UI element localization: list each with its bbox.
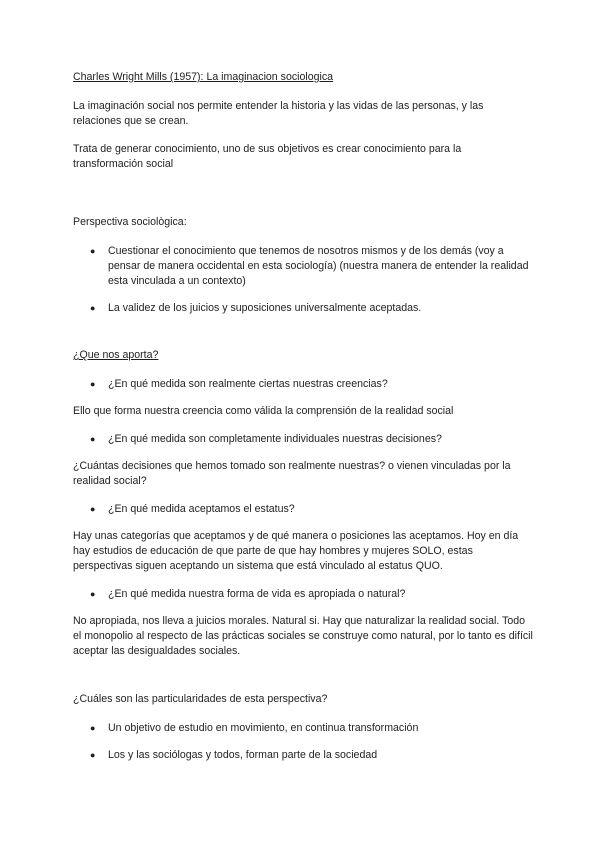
list-item-text: ¿En qué medida aceptamos el estatus? <box>108 503 295 515</box>
particularidades-heading: ¿Cuáles son las particularidades de esta perspectiva? <box>73 693 328 705</box>
aporta-list-1 <box>73 377 533 392</box>
list-item-text: ¿En qué medida son realmente ciertas nuestras creencias? <box>108 378 388 390</box>
aporta-answer-4: No apropiada, nos lleva a juicios morales. Natural si. Hay que naturalizar la realidad social. Todo el monopolio al respecto de las prácticas sociales se construye como natural, por lo tanto es difícil aceptar las desigualdades sociales. <box>73 615 533 657</box>
intro-paragraph-2: Trata de generar conocimiento, uno de sus objetivos es crear conocimiento para la transformación social <box>73 143 462 170</box>
list-item <box>73 502 533 517</box>
list-item-text: ¿En qué medida nuestra forma de vida es apropiada o natural? <box>108 588 406 600</box>
list-item <box>73 432 533 447</box>
perspectiva-heading: Perspectiva sociològica: <box>73 216 187 228</box>
list-item-text: La validez de los juicios y suposiciones universalmente aceptadas. <box>108 302 422 314</box>
aporta-answer-2: ¿Cuántas decisiones que hemos tomado son realmente nuestras? o vienen vinculadas por la realidad social? <box>73 460 511 487</box>
document-content <box>73 70 533 775</box>
bullet-icon: ● <box>90 246 96 256</box>
list-item <box>73 748 533 763</box>
aporta-list-2 <box>73 432 533 447</box>
document-title: Charles Wright Mills (1957): La imaginacion sociologica <box>73 71 334 83</box>
list-item <box>73 301 533 316</box>
list-item-text: ¿En qué medida son completamente individuales nuestras decisiones? <box>108 433 442 445</box>
bullet-icon: ● <box>90 723 96 733</box>
list-item <box>73 721 533 736</box>
list-item <box>73 587 533 602</box>
spacer <box>73 185 533 215</box>
perspectiva-list <box>73 244 533 316</box>
aporta-list-3 <box>73 502 533 517</box>
bullet-icon: ● <box>90 303 96 313</box>
bullet-icon: ● <box>90 504 96 514</box>
aporta-list-4 <box>73 587 533 602</box>
intro-paragraph-1: La imaginación social nos permite entender la historia y las vidas de las personas, y las relaciones que se crean. <box>73 100 484 127</box>
list-item <box>73 244 533 289</box>
list-item-text: Los y las sociólogas y todos, forman parte de la sociedad <box>108 749 378 761</box>
spacer <box>73 328 533 348</box>
bullet-icon: ● <box>90 589 96 599</box>
particularidades-list <box>73 721 533 763</box>
list-item-text: Cuestionar el conocimiento que tenemos de nosotros mismos y de los demás (voy a pensar de manera occidental en esta sociología) (nuestra manera de entender la realidad esta vinculada a un contexto) <box>108 245 529 287</box>
list-item <box>73 377 533 392</box>
aporta-heading: ¿Que nos aporta? <box>73 349 159 361</box>
aporta-answer-1: Ello que forma nuestra creencia como válida la comprensión de la realidad social <box>73 405 454 417</box>
bullet-icon: ● <box>90 750 96 760</box>
bullet-icon: ● <box>90 434 96 444</box>
bullet-icon: ● <box>90 379 96 389</box>
spacer <box>73 672 533 692</box>
aporta-answer-3: Hay unas categorías que aceptamos y de qué manera o posiciones las aceptamos. Hoy en día hay estudios de educación de que parte de que hay hombres y mujeres SOLO, estas perspectivas siguen aceptando un sistema que está vinculado al estatus QUO. <box>73 530 519 572</box>
list-item-text: Un objetivo de estudio en movimiento, en continua transformación <box>108 722 419 734</box>
